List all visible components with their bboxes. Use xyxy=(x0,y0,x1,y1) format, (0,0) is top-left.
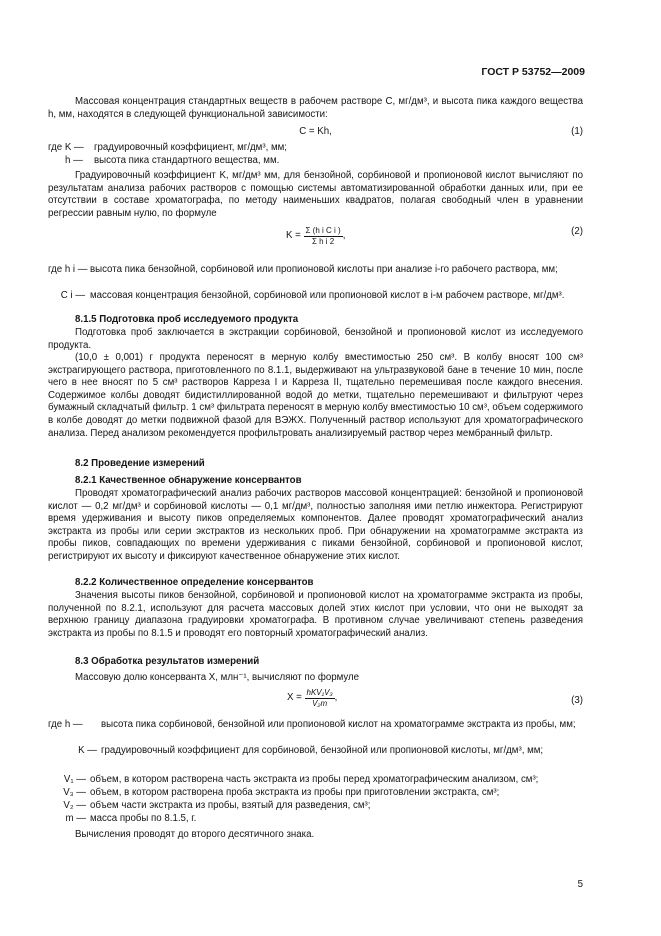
definition-ci-head: C i — xyxy=(60,290,85,301)
equation-3-lhs: X = xyxy=(287,692,302,704)
section-821-heading: 8.2.1 Качественное обнаружение консервантов xyxy=(75,475,302,486)
equation-2-fraction xyxy=(304,226,343,247)
definition-hi-head: где h i — xyxy=(48,264,88,275)
equation-2-number: (2) xyxy=(571,226,583,237)
equation-3-comma: , xyxy=(334,692,338,704)
definition-h-head: h — xyxy=(65,155,83,166)
section-83-paragraph: Массовую долю консерванта X, млн⁻¹, вычисляют по формуле xyxy=(75,672,360,683)
definition-ci-body: массовая концентрация бензойной, сорбиновой или пропионовой кислот в i-м рабочем растворе, мг/дм³. xyxy=(90,290,565,301)
equation-2-numerator: Σ (h i C i ) xyxy=(305,226,341,235)
definition-3-h-body: высота пика сорбиновой, бензойной или пропионовой кислот на хроматограмме экстракта из пробы, мм; xyxy=(101,719,576,730)
definition-hi-body: высота пика бензойной, сорбиновой или пропионовой кислоты при анализе i-го рабочего раствора, мм; xyxy=(90,264,558,275)
definition-3-v2-body: объем части экстракта из пробы, взятый для разведения, см³; xyxy=(90,800,371,811)
section-815-paragraph-2: (10,0 ± 0,001) г продукта переносят в мерную колбу вместимостью 250 см³. В колбу вносят 100 см³ экстрагирующего раствора, приготовленного по 8.1.1, выдерживают на ультразвуковой бане в течение 10 мин, после чего в нее вносят по 5 см³ растворов Карреза I и Карреза II, тщательно перемешивая после каждого внесения. Содержимое колбы доводят бидистиллированной водой до метки, тщательно перемешивают и фильтруют через бумажный складчатый фильтр. 1 см³ фильтрата переносят в мерную колбу вместимостью 10 см³, объем содержимого в колбе доводят до метки подвижной фазой для ВЭЖХ. Полученный раствор используют для хроматографического анализа. Перед анализом рекомендуется профильтровать анализируемый раствор через мембранный фильтр. xyxy=(48,352,583,439)
page-number: 5 xyxy=(577,879,583,890)
definition-3-v1-body: объем, в котором растворена часть экстракта из пробы перед хроматографическим анализом, см³; xyxy=(90,774,539,785)
section-821-paragraph: Проводят хроматографический анализ рабочих растворов массовой концентрацией: бензойной и пропионовой кислот — 0,2 мг/дм³ и сорбиновой кислоты — 0,1 мг/дм³, полностью заполняя ими петлю инжектора. Регистрируют время удерживания и высоту пиков определяемых компонентов. Далее проводят хроматографический анализ экстракта из пробы или серии экстрактов из нескольких проб. При обнаружении на хроматограмме экстракта из пробы пиков, совпадающих по времени удерживания с пиками бензойной, сорбиновой и пропионовой кислот, регистрируют их высоту и фиксируют качественное обнаружение этих кислот. xyxy=(48,488,583,562)
definition-3-k xyxy=(48,745,583,758)
definition-3-h-head: где h — xyxy=(48,719,83,730)
definition-hi xyxy=(48,264,583,277)
section-82-heading: 8.2 Проведение измерений xyxy=(75,458,205,469)
equation-3 xyxy=(287,688,337,709)
definition-3-v1 xyxy=(48,774,583,787)
equation-3-denominator: V₂m xyxy=(312,699,328,708)
section-815-heading: 8.1.5 Подготовка проб исследуемого продукта xyxy=(75,314,299,325)
section-815-paragraph-1: Подготовка проб заключается в экстракции сорбиновой, бензойной и пропионовой кислот из исследуемого продукта. xyxy=(48,327,583,351)
definition-3-v3-head: V₃ — xyxy=(63,787,86,798)
section-822-paragraph: Значения высоты пиков бензойной, сорбиновой и пропионовой кислот на хроматограмме экстракта из пробы, полученной по 8.2.1, используют для расчета массовых долей этих кислот при условии, что они не выходят за верхнюю границу диапазона градуировки хроматографа. В противном случае увеличивают степень разведения экстракта из пробы по 8.1.5 и проводят его повторный хроматографический анализ. xyxy=(48,590,583,639)
definition-3-v2 xyxy=(48,800,583,813)
intro-paragraph-2: Градуировочный коэффициент K, мг/дм³ мм, для бензойной, сорбиновой и пропионовой кислот вычисляют по результатам анализа рабочих растворов с помощью системы автоматизированной обработки данных или, при ее отсутствии в составе хроматографа, по методу наименьших квадратов, полагая свободный член в уравнении регрессии равным нулю, по формуле xyxy=(48,170,583,219)
definition-3-m-head: m — xyxy=(65,813,86,824)
definition-3-h xyxy=(48,719,583,732)
definition-3-m xyxy=(48,813,583,826)
section-83-heading: 8.3 Обработка результатов измерений xyxy=(75,656,260,667)
equation-1-number: (1) xyxy=(571,126,583,137)
definition-3-k-body: градуировочный коэффициент для сорбиновой, бензойной или пропионовой кислоты, мг/дм³, мм; xyxy=(101,745,544,756)
equation-3-fraction xyxy=(305,688,335,709)
document-header-id: ГОСТ Р 53752—2009 xyxy=(481,66,585,78)
equation-3-number: (3) xyxy=(571,695,583,706)
definition-k-body: градуировочный коэффициент, мг/дм³, мм; xyxy=(94,142,287,153)
definition-3-v3 xyxy=(48,787,583,800)
equation-2 xyxy=(286,226,345,247)
definition-h-body: высота пика стандартного вещества, мм. xyxy=(94,155,280,166)
equation-3-numerator: hKV₁V₃ xyxy=(306,688,333,697)
definition-3-v2-head: V₂ — xyxy=(63,800,86,811)
definition-ci xyxy=(48,290,583,303)
equation-1-formula: C = Kh, xyxy=(299,126,332,137)
definition-k-head: где K — xyxy=(48,142,84,153)
final-note: Вычисления проводят до второго десятичного знака. xyxy=(75,829,315,840)
equation-2-lhs: K = xyxy=(286,230,301,242)
equation-2-denominator: Σ h i 2 xyxy=(311,237,335,246)
equation-2-comma: , xyxy=(342,230,346,242)
definition-3-v1-head: V₁ — xyxy=(63,774,86,785)
definition-3-m-body: масса пробы по 8.1.5, г. xyxy=(90,813,197,824)
intro-paragraph-1: Массовая концентрация стандартных веществ в рабочем растворе C, мг/дм³, и высота пика каждого вещества h, мм, находятся в следующей функциональной зависимости: xyxy=(48,96,583,120)
definition-3-k-head: K — xyxy=(78,745,97,756)
definition-3-v3-body: объем, в котором растворена проба экстракта из пробы при приготовлении экстракта, см³; xyxy=(90,787,500,798)
section-822-heading: 8.2.2 Количественное определение консервантов xyxy=(75,577,314,588)
